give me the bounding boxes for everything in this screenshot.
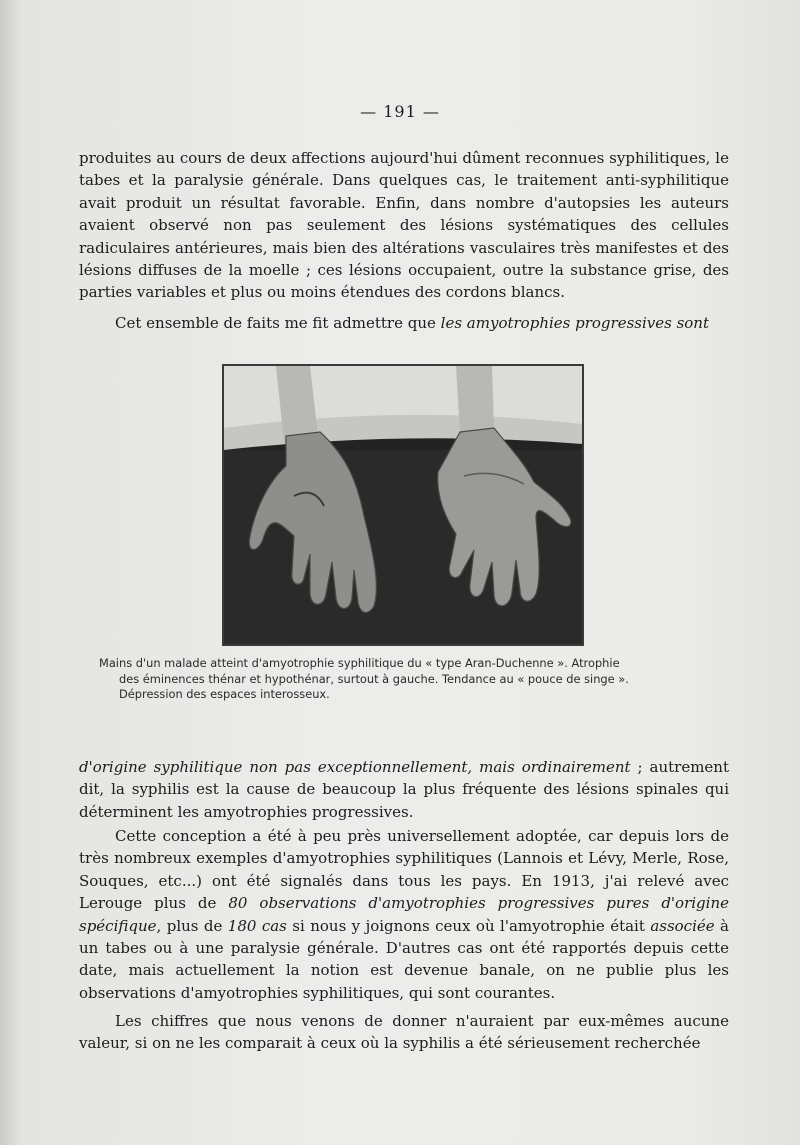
paragraph-1: produites au cours de deux affections aujourd'hui dûment reconnues syphilitiques, le tabes et la paralysie générale. Dans quelques cas, le traitement anti-syphilitique avait produit un résultat favorable. Enfin, dans nombre d'autopsies les auteurs avaient observé non pas seulement des lésions systématiques des cellules radiculaires antérieures, mais bien des altérations vasculaires très manifestes et des lésions diffuses de la moelle ; ces lésions occupaient, outre la substance grise, des parties variables et plus ou moins étendues des cordons blancs. xyxy=(79,149,729,302)
paragraph-3 xyxy=(79,756,729,823)
paragraph-4-text-g: à un tabes ou à une paralysie générale. D'autres cas ont été rapportés depuis cette date, mais actuellement la notion est devenue banale, on ne publie plus les observations d'amyotrophies syphilitiques, qui sont courantes. xyxy=(79,916,729,1002)
figure-caption xyxy=(99,656,739,703)
paragraph-4-text-a: Cette conception a été à peu près universellement adoptée, car depuis lors de très nombreux exemples d'amyotrophies syphilitiques (Lannois et Lévy, Merle, Rose, Souques, etc...) ont été signalés dans tous les pays. En 1913, j'ai relevé avec Lerouge plus de xyxy=(79,827,729,913)
paragraph-5: Les chiffres que nous venons de donner n'auraient par eux-mêmes aucune valeur, si on ne les comparait à ceux où la syphilis a été sérieusement recherchée xyxy=(79,1012,729,1053)
paragraph-3-text: ; autrement dit, la syphilis est la cause de beaucoup la plus fréquente des lésions spinales qui déterminent les amyotrophies progressives. xyxy=(79,758,729,821)
caption-line-1: Mains d'un malade atteint d'amyotrophie syphilitique du « type Aran-Duchenne ». Atrophie xyxy=(99,656,620,670)
hands-illustration xyxy=(224,366,582,644)
caption-line-2: des éminences thénar et hypothénar, surtout à gauche. Tendance au « pouce de singe ». xyxy=(119,671,629,686)
paragraph-2 xyxy=(79,312,729,334)
paragraph-4 xyxy=(79,825,729,1004)
paragraph-2-emphasis: les amyotrophies progressives sont xyxy=(440,314,709,332)
paragraph-4-emphasis-a: 80 observations d'amyotrophies progressives pures d'origine spécifique xyxy=(79,894,729,935)
hands-photograph xyxy=(222,364,584,646)
paragraph-3-emphasis: d'origine syphilitique non pas exceptionnellement, mais ordinairement xyxy=(79,758,631,776)
paragraph-4-emphasis-d: 180 cas xyxy=(227,916,287,935)
paragraph-4-emphasis-f: associée xyxy=(650,916,715,935)
paragraph-4-text-e: si nous y joignons ceux où l'amyotrophie était xyxy=(286,916,651,935)
page-number: — 191 — xyxy=(360,102,440,121)
caption-line-3: Dépression des espaces interosseux. xyxy=(119,687,330,702)
paragraph-4-text-c: , plus de xyxy=(156,916,228,935)
paragraph-2-text: Cet ensemble de faits me fit admettre que xyxy=(115,314,441,332)
